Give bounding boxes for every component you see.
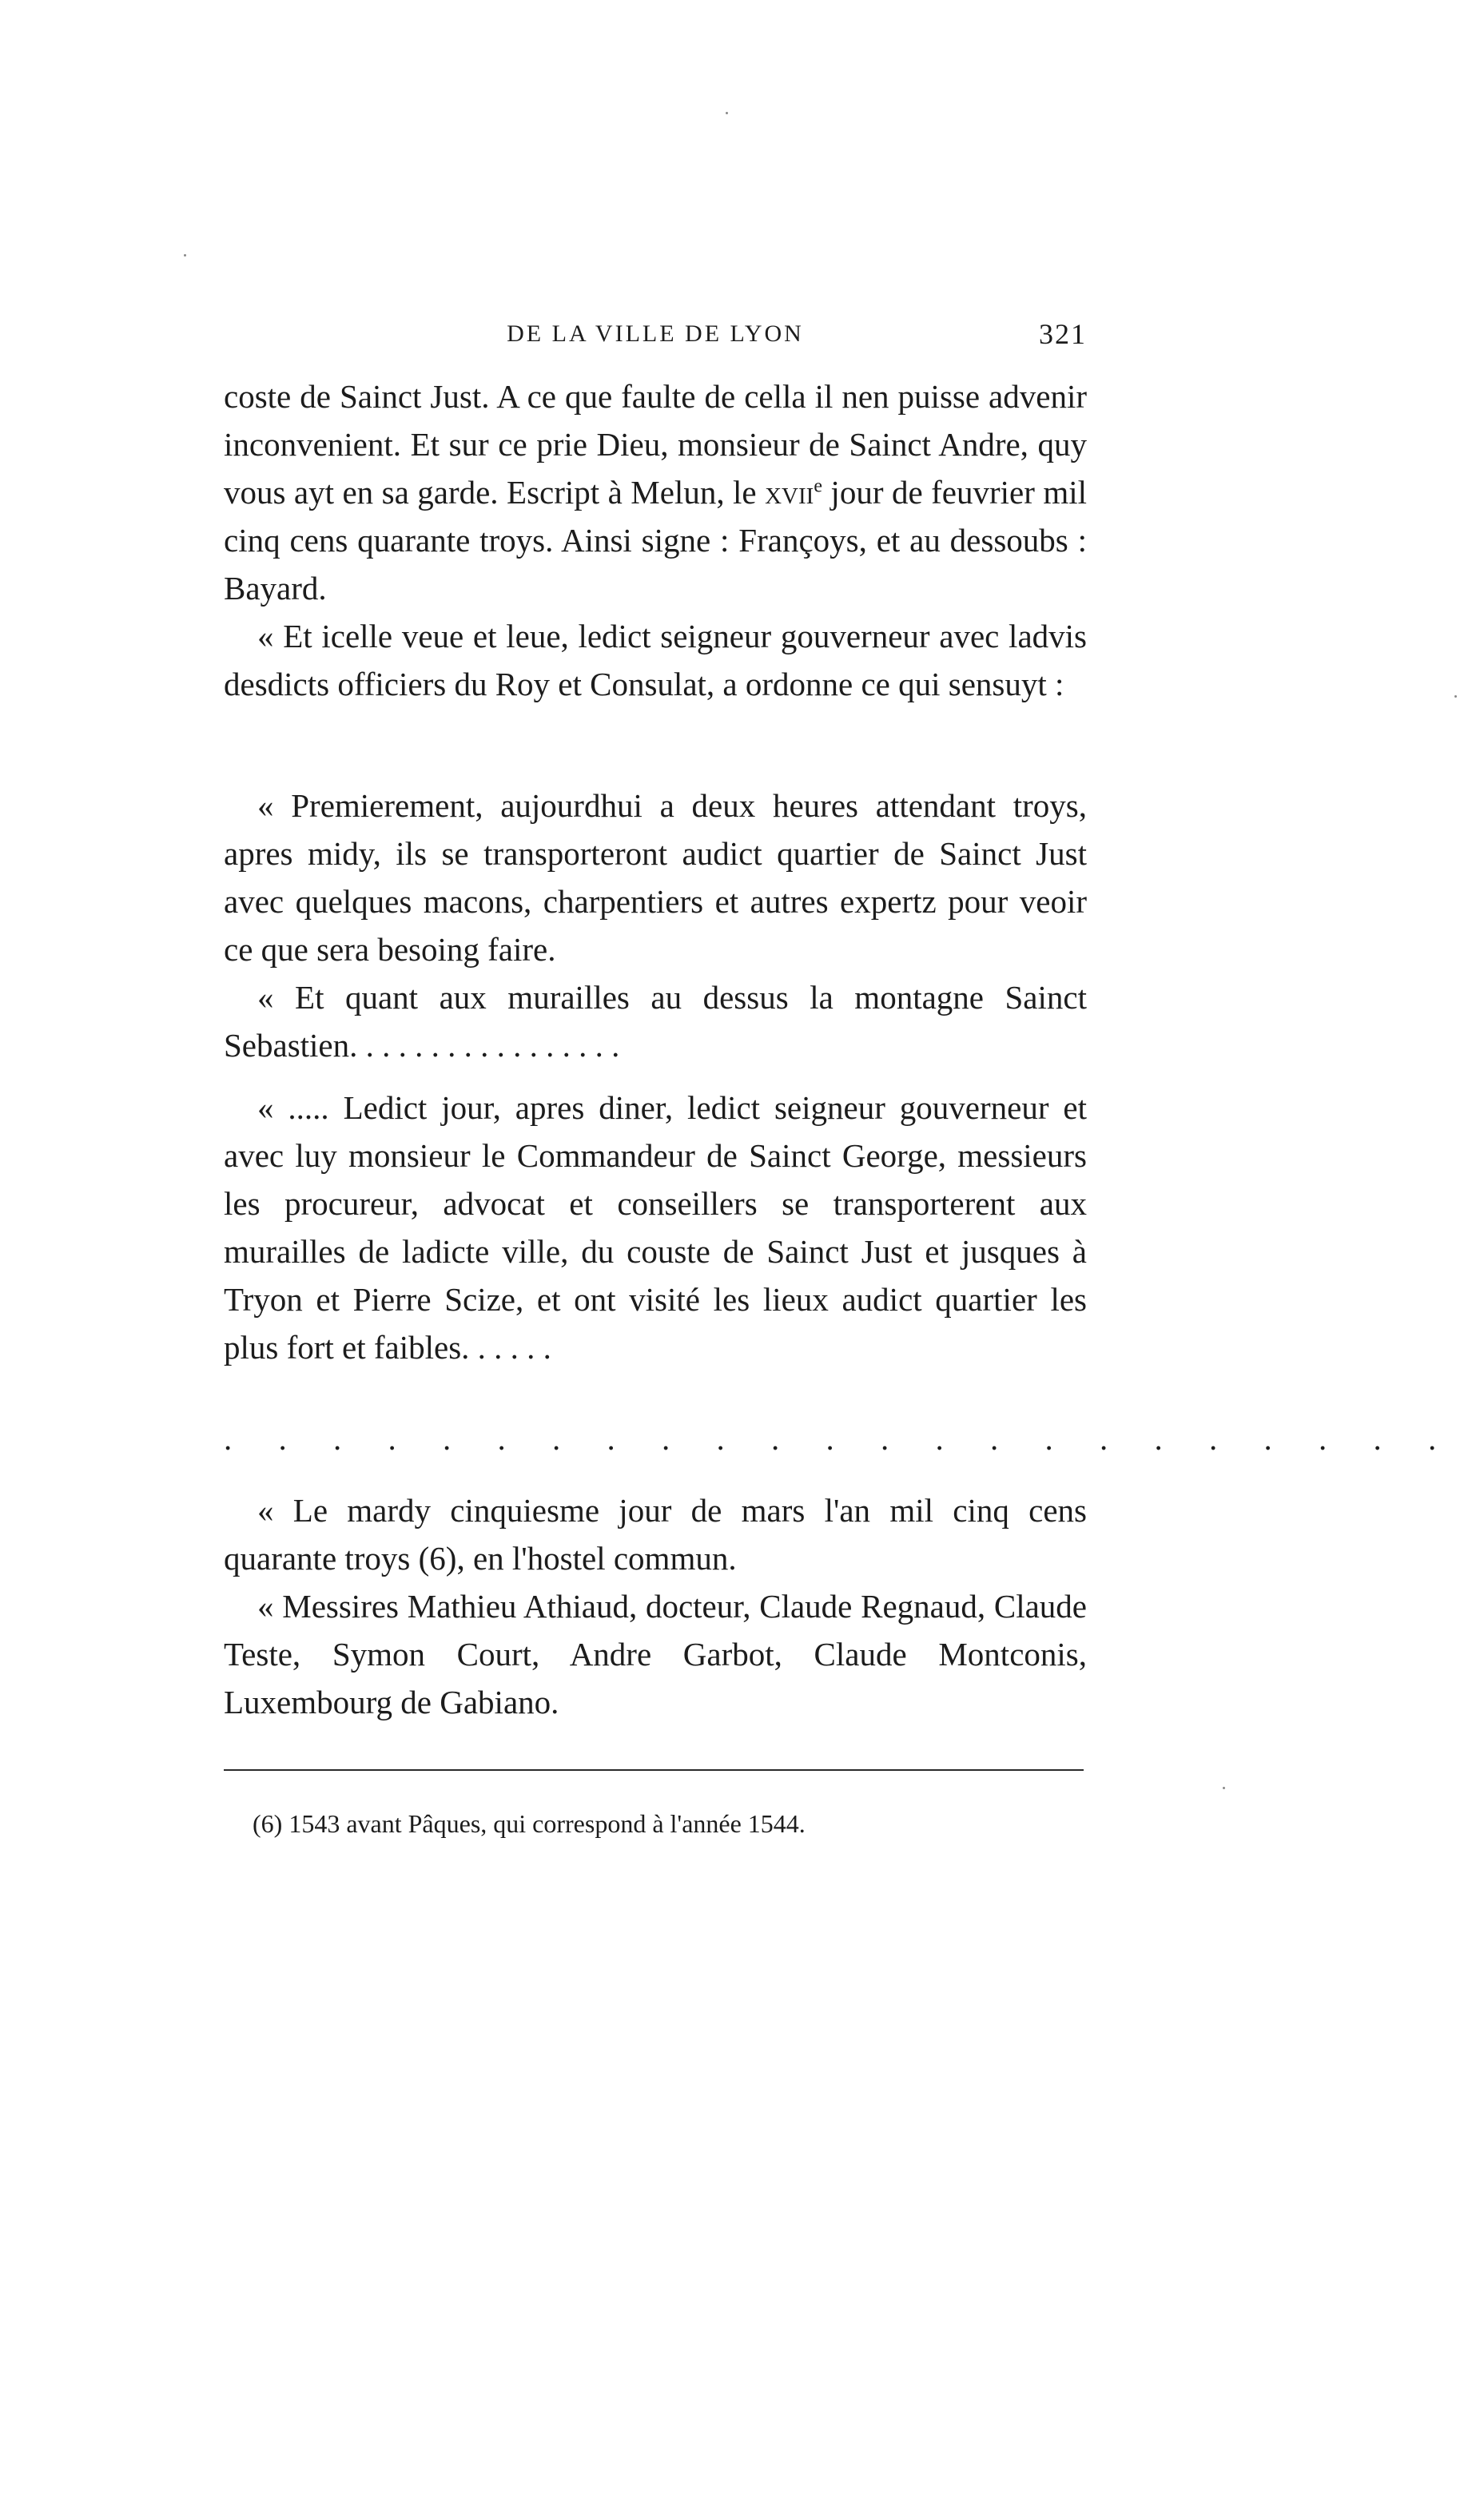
paragraph-text: jour de feuvrier mil cinq cens quarante troys. Ainsi signe : Françoys, et au dessoubs : Bayard. [224,474,1087,607]
paragraph-messires: « Messires Mathieu Athiaud, docteur, Claude Regnaud, Claude Teste, Symon Court, Andre Garbot, Claude Montconis, Luxembourg de Gabiano. [224,1588,1087,1720]
text-block-mardy [224,1486,1087,1726]
paragraph-letter-closing [224,372,1087,612]
text-block-letter-end [224,372,1087,708]
superscript: e [814,475,822,497]
paragraph-premierement: « Premierement, aujourdhui a deux heures attendant troys, apres midy, ils se transporteront audict quartier de Sainct Just avec quelques macons, charpentiers et autres expertz pour veoir ce que sera besoing faire. [224,787,1087,968]
footnote: (6) 1543 avant Pâques, qui correspond à l'année 1544. [253,1809,806,1838]
text-block-visite [224,1084,1087,1371]
paragraph-text: coste de Sainct Just. A ce que faulte de cella il nen puisse advenir inconvenient. Et sur ce prie Dieu, monsieur de Sainct Andre, quy vous ayt en sa garde. Escript à Melun, le [224,378,1087,511]
paper-speck [1223,1787,1225,1789]
paragraph-mardy: « Le mardy cinquiesme jour de mars l'an mil cinq cens quarante troys (6), en l'hostel commun. [224,1492,1087,1577]
text-block-premierement [224,782,1087,1069]
paragraph-visite: « ..... Ledict jour, apres diner, ledict seigneur gouverneur et avec luy monsieur le Commandeur de Sainct George, messieurs les procureur, advocat et conseillers se transporterent aux murailles de ladicte ville, du couste de Sainct Just et jusques à Tryon et Pierre Scize, et ont visité les lieux audict quartier les plus fort et faibles. . . . . . [224,1089,1087,1366]
running-title: DE LA VILLE DE LYON [507,320,804,347]
page-number: 321 [1039,318,1087,350]
footnote-rule [224,1769,1084,1771]
ellipsis-line: . . . . . . . . . . . . . . . . . . . . . . . [224,1420,1456,1457]
paper-speck [184,254,186,257]
roman-numeral: xvii [765,474,814,511]
page-header [224,316,1087,352]
paragraph-murailles: « Et quant aux murailles au dessus la montagne Sainct Sebastien. . . . . . . . . . . . . . . . . [224,979,1087,1064]
paper-speck [726,112,728,114]
paper-speck [1454,695,1457,698]
paragraph-ordonne: « Et icelle veue et leue, ledict seigneur gouverneur avec ladvis desdicts officiers du Roy et Consulat, a ordonne ce qui sensuyt : [224,618,1087,702]
